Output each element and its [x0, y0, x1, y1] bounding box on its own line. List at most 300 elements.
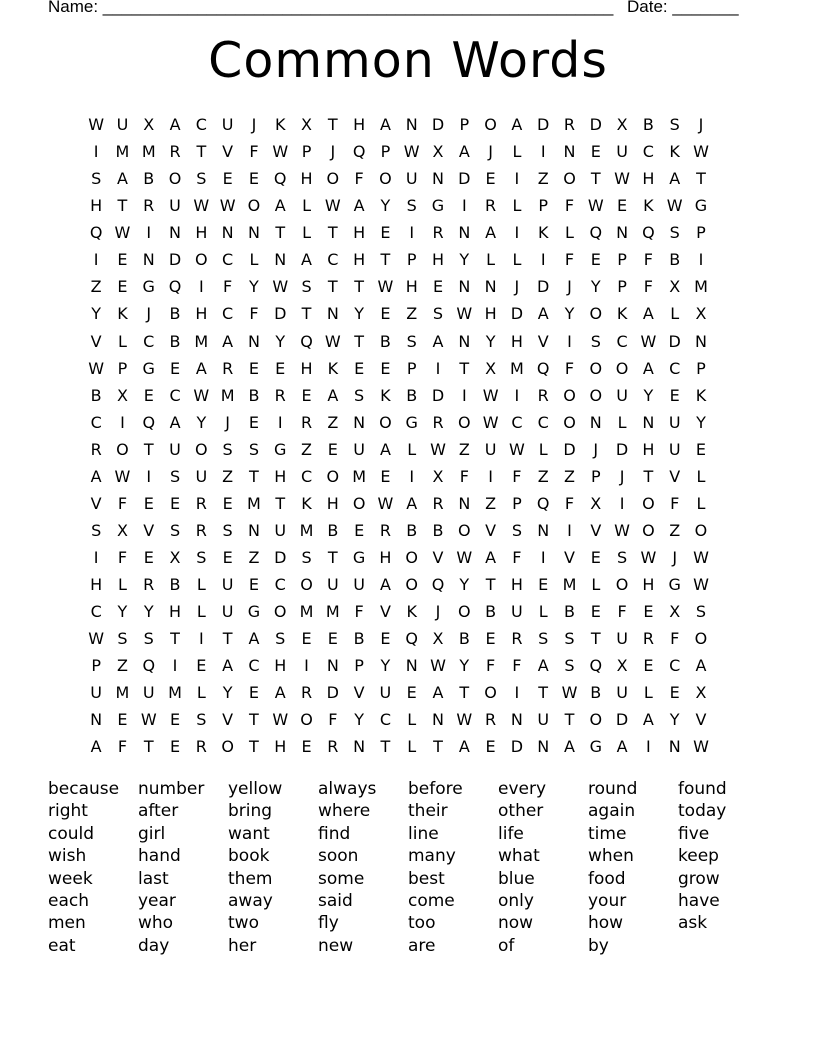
grid-letter: J [593, 439, 599, 459]
grid-letter: E [695, 439, 707, 459]
grid-letter: S [406, 196, 417, 216]
grid-letter: T [354, 277, 364, 297]
grid-letter: R [143, 196, 155, 216]
grid-letter: U [353, 439, 365, 459]
grid-letter: C [222, 304, 234, 324]
grid-letter: S [432, 304, 444, 324]
grid-letter: Z [537, 466, 549, 486]
grid-letter: C [195, 115, 207, 135]
grid-letter: B [143, 169, 155, 189]
grid-letter: H [90, 196, 103, 216]
grid-letter: B [169, 304, 181, 324]
grid-letter: Y [696, 412, 706, 432]
grid-letter: O [563, 169, 576, 189]
grid-letter: K [695, 385, 707, 405]
grid-letter: W [693, 737, 709, 757]
grid-letter: E [485, 169, 496, 189]
grid-letter: G [247, 602, 261, 622]
grid-letter: H [169, 602, 182, 622]
grid-letter: N [668, 737, 681, 757]
grid-letter: T [433, 737, 443, 757]
grid-letter: L [670, 304, 680, 324]
grid-letter: L [591, 575, 601, 595]
grid-letter: I [435, 358, 441, 378]
grid-letter: G [589, 737, 602, 757]
grid-letter: G [352, 548, 366, 568]
grid-letter: B [406, 385, 418, 405]
grid-letter: L [407, 439, 417, 459]
word-list-item: always [318, 779, 377, 799]
grid-letter: S [669, 115, 680, 135]
grid-letter: S [695, 602, 707, 622]
grid-letter: L [196, 575, 206, 595]
grid-letter: K [117, 304, 128, 324]
grid-letter: A [222, 656, 234, 676]
grid-letter: U [221, 602, 234, 622]
grid-letter: F [643, 277, 653, 297]
grid-letter: D [537, 115, 550, 135]
grid-letter: N [405, 115, 418, 135]
grid-letter: N [458, 277, 471, 297]
grid-letter: A [169, 115, 181, 135]
word-list-item: want [228, 823, 270, 844]
grid-letter: E [275, 358, 286, 378]
grid-letter: T [380, 250, 391, 270]
word-list-item: time [588, 823, 627, 844]
grid-letter: T [249, 710, 259, 730]
grid-letter: R [432, 412, 444, 432]
grid-letter: N [458, 331, 471, 351]
grid-letter: K [380, 385, 391, 405]
grid-letter: Q [431, 575, 445, 595]
grid-letter: I [172, 656, 178, 676]
grid-letter: T [275, 223, 286, 243]
grid-letter: U [116, 115, 129, 135]
word-list-item: them [228, 868, 273, 889]
grid-letter: V [432, 548, 444, 568]
grid-letter: N [563, 142, 576, 162]
grid-letter: J [672, 548, 678, 568]
page-title: Common Words [208, 32, 608, 89]
grid-letter: H [353, 223, 366, 243]
grid-letter: U [169, 196, 181, 216]
grid-letter: O [563, 412, 576, 432]
grid-letter: U [405, 169, 418, 189]
grid-letter: Q [273, 169, 287, 189]
grid-letter: E [380, 223, 391, 243]
grid-letter: W [403, 142, 420, 162]
grid-letter: M [325, 602, 340, 622]
grid-letter: I [488, 466, 493, 486]
grid-letter: M [168, 683, 182, 703]
grid-letter: O [484, 115, 497, 135]
grid-letter: U [142, 683, 155, 703]
grid-letter: L [407, 710, 417, 730]
grid-letter: J [619, 466, 625, 486]
word-list-item: fly [318, 913, 339, 934]
grid-letter: A [195, 358, 207, 378]
grid-letter: R [537, 385, 549, 405]
grid-letter: O [615, 358, 629, 378]
grid-letter: G [431, 196, 445, 216]
word-list-item: round [588, 779, 638, 799]
grid-letter: Z [564, 466, 575, 486]
grid-letter: J [251, 115, 257, 135]
grid-letter: B [485, 602, 497, 622]
grid-letter: B [458, 629, 470, 649]
grid-letter: X [116, 385, 128, 405]
grid-letter: K [406, 602, 417, 622]
grid-letter: D [615, 710, 629, 730]
grid-letter: C [537, 412, 549, 432]
grid-letter: X [485, 358, 497, 378]
grid-letter: I [304, 656, 309, 676]
grid-letter: S [169, 466, 181, 486]
grid-letter: O [300, 710, 313, 730]
word-list-item: again [588, 801, 636, 822]
grid-letter: U [326, 575, 339, 595]
grid-letter: W [640, 548, 657, 568]
grid-letter: G [274, 439, 287, 459]
grid-letter: V [222, 142, 234, 162]
grid-letter: H [274, 656, 287, 676]
grid-letter: L [696, 493, 706, 513]
grid-letter: P [617, 277, 627, 297]
grid-letter: P [459, 115, 470, 135]
grid-letter: E [669, 683, 680, 703]
word-list-item: find [318, 823, 351, 844]
grid-letter: W [114, 223, 131, 243]
grid-letter: Y [196, 412, 207, 432]
grid-letter: D [431, 385, 445, 405]
grid-letter: F [223, 277, 233, 297]
grid-letter: F [328, 710, 338, 730]
grid-letter: S [669, 223, 680, 243]
grid-letter: Q [642, 223, 655, 243]
word-list-item: wish [48, 846, 87, 867]
grid-letter: F [117, 493, 128, 513]
grid-letter: E [169, 737, 181, 757]
grid-letter: H [405, 277, 418, 297]
grid-letter: R [222, 358, 234, 378]
grid-letter: R [432, 223, 444, 243]
grid-letter: W [482, 412, 499, 432]
grid-letter: S [169, 520, 181, 540]
grid-letter: S [117, 629, 128, 649]
grid-letter: A [274, 196, 286, 216]
grid-letter: Y [485, 331, 496, 351]
grid-letter: R [195, 737, 207, 757]
word-list-item: best [408, 868, 445, 889]
grid-letter: P [91, 656, 101, 676]
grid-letter: A [301, 250, 312, 270]
grid-letter: V [669, 466, 681, 486]
grid-letter: O [589, 358, 603, 378]
grid-letter: E [117, 250, 128, 270]
grid-letter: O [352, 493, 366, 513]
grid-letter: L [538, 439, 548, 459]
grid-letter: C [300, 466, 313, 486]
grid-letter: L [249, 250, 259, 270]
grid-letter: R [195, 520, 207, 540]
grid-letter: H [353, 250, 366, 270]
grid-letter: E [380, 466, 391, 486]
grid-letter: R [300, 683, 313, 703]
grid-letter: M [247, 493, 261, 513]
grid-letter: E [301, 385, 312, 405]
grid-letter: W [193, 385, 210, 405]
grid-letter: D [615, 439, 629, 459]
grid-letter: B [406, 520, 418, 540]
grid-letter: E [222, 169, 233, 189]
grid-letter: W [272, 710, 289, 730]
grid-letter: T [696, 169, 706, 189]
grid-letter: T [327, 115, 338, 135]
grid-letter: R [169, 142, 181, 162]
grid-letter: R [511, 629, 523, 649]
grid-letter: Z [327, 412, 339, 432]
grid-letter: O [405, 548, 418, 568]
grid-letter: C [669, 358, 681, 378]
grid-letter: P [538, 196, 549, 216]
grid-letter: O [458, 520, 471, 540]
grid-letter: O [247, 196, 261, 216]
grid-letter: D [510, 304, 524, 324]
grid-letter: T [380, 737, 391, 757]
grid-letter: A [511, 115, 523, 135]
grid-letter: F [564, 358, 575, 378]
word-search-grid [83, 111, 714, 761]
grid-letter: P [696, 358, 706, 378]
grid-letter: X [116, 520, 128, 540]
grid-letter: B [669, 250, 681, 270]
word-list-item: some [318, 868, 365, 889]
word-list-item: who [138, 913, 174, 934]
grid-letter: T [564, 710, 575, 730]
word-list-item: every [498, 779, 547, 799]
grid-letter: B [590, 683, 602, 703]
grid-letter: E [248, 169, 259, 189]
grid-letter: L [302, 196, 311, 216]
grid-letter: A [353, 196, 365, 216]
grid-letter: P [512, 493, 522, 513]
grid-letter: W [693, 548, 709, 568]
grid-letter: F [486, 656, 496, 676]
grid-letter: S [301, 548, 312, 568]
grid-letter: A [616, 737, 628, 757]
grid-letter: O [589, 710, 603, 730]
grid-letter: N [458, 223, 471, 243]
grid-letter: S [590, 331, 601, 351]
word-list-item: many [408, 846, 456, 867]
grid-letter: Q [168, 277, 182, 297]
grid-letter: H [431, 250, 445, 270]
grid-letter: Y [117, 602, 128, 622]
grid-letter: N [247, 223, 260, 243]
grid-letter: B [564, 602, 575, 622]
grid-letter: W [456, 548, 473, 568]
grid-letter: O [484, 683, 497, 703]
grid-letter: W [324, 196, 341, 216]
grid-letter: A [669, 169, 681, 189]
grid-letter: I [409, 223, 415, 243]
word-list-item: could [48, 823, 95, 844]
word-list-item [678, 935, 768, 957]
grid-letter: U [668, 412, 681, 432]
grid-letter: S [222, 520, 233, 540]
grid-letter: E [590, 548, 601, 568]
grid-letter: F [643, 250, 653, 270]
word-list-item: eat [48, 935, 76, 956]
word-list-item: come [408, 890, 455, 911]
grid-letter: U [274, 520, 287, 540]
grid-letter: I [146, 223, 152, 243]
grid-letter: L [696, 466, 706, 486]
grid-letter: T [327, 223, 338, 243]
grid-letter: O [694, 520, 708, 540]
grid-letter: A [432, 331, 444, 351]
grid-letter: H [642, 439, 655, 459]
grid-letter: A [274, 683, 286, 703]
word-list-item: after [138, 801, 179, 822]
word-list-item: two [228, 913, 259, 934]
grid-letter: Y [143, 602, 154, 622]
grid-letter: L [512, 250, 522, 270]
grid-letter: H [379, 548, 392, 568]
grid-letter: Y [669, 710, 680, 730]
grid-letter: O [405, 575, 418, 595]
grid-letter: S [143, 629, 154, 649]
grid-letter: W [377, 277, 394, 297]
grid-letter: Y [275, 331, 286, 351]
grid-letter: X [616, 115, 628, 135]
grid-letter: K [616, 304, 628, 324]
grid-letter: N [353, 412, 366, 432]
date-field-label: Date: _______ [627, 0, 739, 16]
grid-letter: J [146, 304, 152, 324]
word-list-item: because [48, 779, 120, 799]
grid-letter: A [327, 385, 339, 405]
grid-letter: N [247, 520, 260, 540]
grid-letter: Q [352, 142, 366, 162]
grid-letter: T [590, 629, 601, 649]
grid-letter: F [512, 656, 522, 676]
grid-letter: A [537, 656, 549, 676]
grid-letter: E [590, 250, 601, 270]
header [48, 0, 740, 21]
grid-letter: P [354, 656, 364, 676]
word-list-item: grow [678, 868, 720, 889]
grid-letter: W [693, 142, 709, 162]
grid-letter: P [406, 358, 417, 378]
grid-letter: Z [406, 304, 418, 324]
grid-letter: K [274, 115, 286, 135]
grid-letter: I [277, 412, 283, 432]
word-list-item: of [498, 935, 515, 956]
grid-letter: F [354, 602, 364, 622]
grid-letter: M [694, 277, 708, 297]
grid-letter: T [327, 548, 338, 568]
grid-letter: N [326, 304, 339, 324]
grid-letter: W [88, 115, 105, 135]
grid-letter: X [695, 304, 707, 324]
grid-letter: N [405, 656, 418, 676]
grid-letter: A [379, 439, 391, 459]
grid-letter: I [514, 223, 520, 243]
grid-letter: J [488, 142, 493, 162]
grid-letter: W [88, 629, 105, 649]
grid-letter: N [484, 277, 497, 297]
grid-letter: U [195, 466, 208, 486]
grid-letter: S [617, 548, 628, 568]
grid-letter: W [587, 196, 604, 216]
grid-letter: Y [459, 250, 470, 270]
grid-letter: C [327, 250, 339, 270]
grid-letter: M [115, 683, 130, 703]
grid-letter: T [459, 683, 470, 703]
word-list-item: before [408, 779, 463, 799]
word-list-item: blue [498, 868, 535, 889]
grid-letter: F [512, 466, 522, 486]
word-list-item: right [48, 801, 88, 822]
grid-letter: I [409, 466, 415, 486]
grid-letter: O [326, 466, 340, 486]
grid-letter: Q [142, 656, 156, 676]
grid-letter: I [540, 250, 546, 270]
grid-letter: Y [380, 196, 391, 216]
grid-letter: I [198, 277, 204, 297]
grid-letter: T [643, 466, 654, 486]
grid-letter: H [353, 115, 366, 135]
grid-letter: L [302, 223, 311, 243]
grid-letter: L [117, 331, 127, 351]
word-list-item: five [678, 823, 710, 844]
grid-letter: Y [380, 656, 391, 676]
grid-letter: T [590, 169, 601, 189]
grid-letter: X [143, 115, 155, 135]
grid-letter: Y [564, 304, 575, 324]
grid-letter: D [563, 439, 576, 459]
grid-letter: M [115, 142, 130, 162]
word-list-item: book [228, 846, 270, 867]
grid-letter: X [695, 683, 707, 703]
grid-letter: G [405, 412, 418, 432]
grid-letter: V [564, 548, 575, 568]
grid-letter: A [642, 358, 654, 378]
grid-letter: E [354, 520, 365, 540]
grid-letter: J [698, 115, 704, 135]
word-list-item: her [228, 935, 257, 956]
grid-letter: P [301, 142, 312, 162]
grid-letter: N [274, 250, 287, 270]
grid-letter: F [670, 493, 680, 513]
grid-letter: E [406, 683, 417, 703]
grid-letter: B [248, 385, 260, 405]
grid-letter: F [354, 169, 364, 189]
grid-letter: C [248, 656, 260, 676]
word-list-item: are [408, 935, 436, 956]
grid-letter: W [140, 710, 157, 730]
grid-letter: R [379, 520, 391, 540]
grid-letter: H [484, 304, 497, 324]
grid-letter: X [669, 602, 681, 622]
grid-letter: H [510, 575, 523, 595]
word-list-item: where [318, 801, 371, 822]
grid-letter: N [221, 223, 234, 243]
grid-letter: B [432, 520, 444, 540]
grid-letter: E [590, 602, 601, 622]
grid-letter: O [615, 575, 629, 595]
